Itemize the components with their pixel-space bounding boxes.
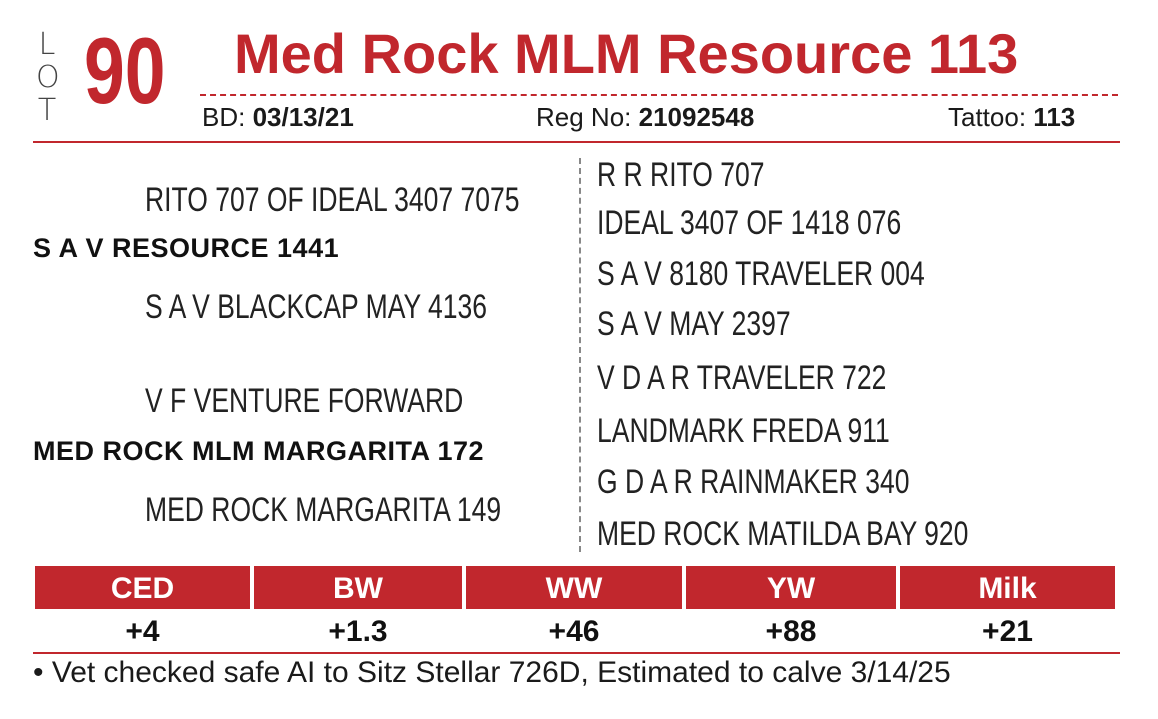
lot-letter-l: L — [38, 27, 56, 62]
lot-letter-t: T — [37, 93, 57, 128]
epd-bottom-rule — [33, 652, 1120, 654]
grandparent-5: V D A R TRAVELER 722 — [597, 359, 887, 397]
registration-label: Reg No: — [536, 102, 632, 132]
title-dashed-divider — [200, 94, 1118, 96]
epd-header-yw: YW — [686, 566, 896, 609]
grandparent-6: LANDMARK FREDA 911 — [597, 412, 890, 450]
epd-value-ced: +4 — [125, 615, 160, 648]
registration-value: 21092548 — [638, 102, 755, 132]
grandparent-2: IDEAL 3407 OF 1418 076 — [597, 204, 902, 242]
sire: S A V RESOURCE 1441 — [33, 233, 340, 263]
tattoo — [948, 102, 1075, 132]
grandparent-3: S A V 8180 TRAVELER 004 — [597, 255, 925, 293]
epd-header-milk: Milk — [900, 566, 1115, 609]
grandparent-8: MED ROCK MATILDA BAY 920 — [597, 515, 969, 553]
breeding-note: • Vet checked safe AI to Sitz Stellar 726D, Estimated to calve 3/14/25 — [33, 656, 951, 689]
epd-value-yw: +88 — [765, 615, 817, 648]
dam: MED ROCK MLM MARGARITA 172 — [33, 436, 484, 466]
birth-date — [202, 102, 354, 132]
grandparent-4: S A V MAY 2397 — [597, 305, 791, 343]
pedigree-divider — [579, 158, 581, 552]
dam-dam: MED ROCK MARGARITA 149 — [145, 491, 502, 529]
grandparent-1: R R RITO 707 — [597, 156, 765, 194]
epd-value-milk: +21 — [982, 615, 1033, 648]
epd-header-bw: BW — [254, 566, 462, 609]
lot-number: 90 — [84, 18, 166, 123]
sire-dam: S A V BLACKCAP MAY 4136 — [145, 288, 488, 326]
epd-value-bw: +1.3 — [328, 615, 388, 648]
epd-value-ww: +46 — [548, 615, 600, 648]
birth-date-value: 03/13/21 — [252, 102, 354, 132]
dam-sire: V F VENTURE FORWARD — [145, 382, 464, 420]
lot-letter-o: O — [36, 60, 60, 95]
animal-name-title: Med Rock MLM Resource 113 — [234, 22, 1019, 85]
tattoo-label: Tattoo: — [948, 102, 1027, 132]
epd-header-ww: WW — [466, 566, 682, 609]
grandparent-7: G D A R RAINMAKER 340 — [597, 463, 910, 501]
epd-header-ced: CED — [35, 566, 250, 609]
registration-number — [536, 102, 754, 132]
tattoo-value: 113 — [1033, 102, 1076, 132]
sire-sire: RITO 707 OF IDEAL 3407 7075 — [145, 181, 520, 219]
header-rule — [33, 141, 1120, 143]
birth-date-label: BD: — [202, 102, 246, 132]
